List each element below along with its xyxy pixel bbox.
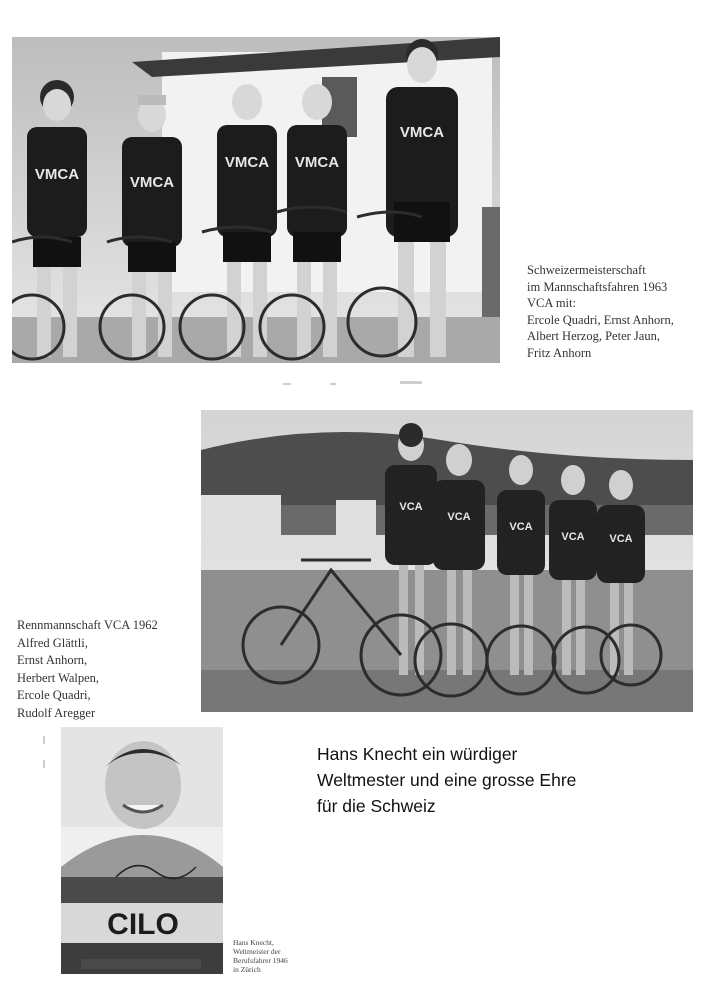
team-1963-photo [12,37,500,363]
svg-text:VCA: VCA [509,521,533,533]
team-1962-photo [201,410,693,712]
team-1963-image [12,37,500,363]
hans-knecht-portrait [61,727,223,974]
svg-text:VMCA: VMCA [34,166,80,183]
svg-text:VCA: VCA [399,501,423,513]
svg-text:VMCA: VMCA [129,174,175,191]
team-1962-caption: Rennmannschaft VCA 1962 Alfred Glättli, Ernst Anhorn, Herbert Walpen, Ercole Quadri, Rudolf Aregger [17,618,158,720]
svg-text:VMCA: VMCA [224,154,270,171]
tribute-text: Hans Knecht ein würdiger Weltmester und eine grosse Ehre für die Schweiz [317,744,577,816]
team-1963-caption: Schweizermeisterschaft im Mannschaftsfahren 1963 VCA mit: Ercole Quadri, Ernst Anhorn, Albert Herzog, Peter Jaun, Fritz Anhorn [527,263,674,360]
scan-mark [330,383,336,385]
face [105,741,181,829]
scan-mark [43,760,45,768]
scan-mark [283,383,291,385]
portrait-image [61,727,223,974]
team-1962-image [201,410,693,712]
svg-text:VCA: VCA [447,511,471,523]
svg-text:VCA: VCA [609,533,633,545]
svg-text:VCA: VCA [561,531,585,543]
hans-knecht-caption: Hans Knecht, Weltmeister der Berufsfahrer 1946 in Zürich [233,938,288,974]
svg-text:VMCA: VMCA [294,154,340,171]
scan-mark [400,381,422,384]
jersey-lettering: CILO [107,908,179,941]
scan-mark [43,736,45,744]
svg-text:VMCA: VMCA [399,124,445,141]
